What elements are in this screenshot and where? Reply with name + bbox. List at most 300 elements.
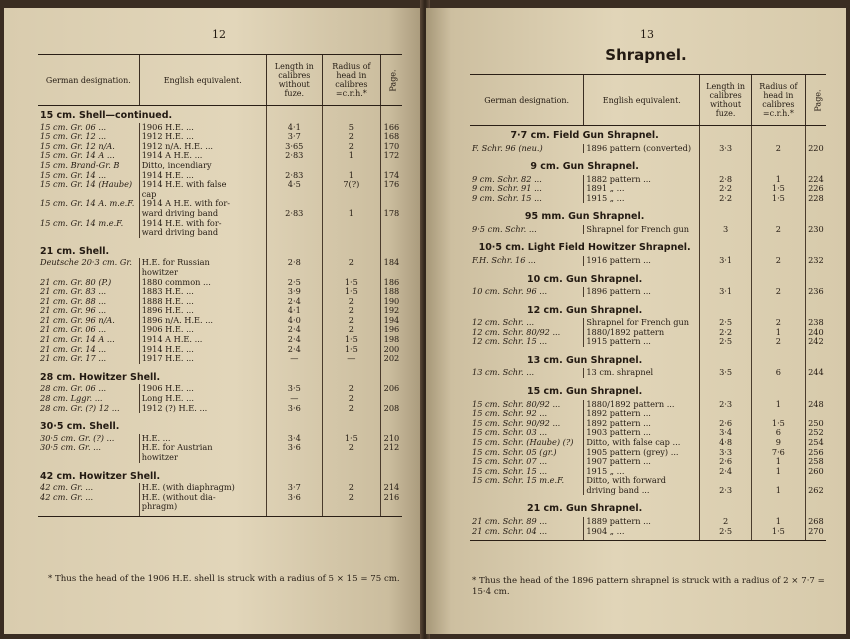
empty-cell (380, 238, 402, 259)
english-equivalent: 1906 H.E. ... (139, 123, 266, 133)
length-calibres (700, 409, 752, 419)
english-equivalent: 1914 A H.E. ... (139, 151, 266, 161)
english-equivalent: 1892 pattern ... (584, 419, 700, 429)
german-designation: 21 cm. Gr. 88 ... (40, 296, 107, 306)
length-calibres: 2·2 (700, 328, 752, 338)
radius-head: 2 (322, 258, 380, 268)
length-calibres: 4·1 (266, 306, 322, 316)
english-equivalent: 1912 (?) H.E. ... (139, 404, 266, 414)
german-designation: 15 cm. Gr. 06 ... (40, 122, 107, 132)
length-calibres: 4·8 (700, 438, 752, 448)
page-ref (380, 190, 402, 200)
table-row (38, 345, 402, 355)
table-row (38, 180, 402, 190)
german-designation (38, 502, 139, 516)
length-calibres: 3·4 (700, 428, 752, 438)
radius-head: 1 (751, 457, 805, 467)
table-row (38, 394, 402, 404)
table-row (38, 171, 402, 181)
german-designation: 9·5 cm. Schr. ... (472, 224, 537, 234)
radius-head: 2 (751, 144, 805, 154)
table-row (470, 457, 826, 467)
german-designation: 9 cm. Schr. 82 ... (472, 174, 542, 184)
table-row (38, 278, 402, 288)
table-row (470, 256, 826, 266)
section-heading-row (470, 203, 826, 225)
table-row (38, 142, 402, 152)
empty-cell (380, 364, 402, 385)
empty-cell (751, 378, 805, 400)
length-calibres (266, 502, 322, 516)
length-calibres (266, 268, 322, 278)
table-row (470, 419, 826, 429)
col-page-header (380, 55, 402, 106)
length-calibres: 2·6 (700, 419, 752, 429)
empty-cell (322, 238, 380, 259)
page-ref (380, 228, 402, 238)
section-heading-row (470, 266, 826, 288)
german-designation: 13 cm. Schr. ... (472, 368, 535, 378)
page-ref: 178 (380, 209, 402, 219)
table-row (470, 328, 826, 338)
english-equivalent: 1915 „ ... (584, 467, 700, 477)
page-ref: 190 (380, 297, 402, 307)
empty-cell (266, 413, 322, 434)
table-row (38, 190, 402, 200)
empty-cell (751, 203, 805, 225)
german-designation: 28 cm. Gr. 06 ... (40, 384, 107, 394)
page-ref: 268 (805, 517, 826, 527)
length-calibres (266, 453, 322, 463)
page-ref (380, 268, 402, 278)
english-equivalent: 1883 H.E. ... (139, 287, 266, 297)
table-row (38, 228, 402, 238)
german-designation: 9 cm. Schr. 15 ... (472, 193, 542, 203)
section-heading: 21 cm. Gun Shrapnel. (527, 503, 643, 515)
english-equivalent: howitzer (139, 453, 266, 463)
length-calibres: 3·7 (266, 132, 322, 142)
length-calibres: — (266, 354, 322, 364)
radius-head: 2 (322, 443, 380, 453)
page-ref: 232 (805, 256, 826, 266)
section-heading: 10·5 cm. Light Field Howitzer Shrapnel. (478, 242, 691, 254)
german-designation: 15 cm. Gr. 14 (Haube) (40, 180, 133, 190)
page-ref: 252 (805, 428, 826, 438)
german-designation: 15 cm. Schr. 03 ... (472, 428, 548, 438)
english-equivalent: 1880/1892 pattern (584, 328, 700, 338)
english-equivalent: 1915 pattern ... (584, 337, 700, 347)
radius-head: 1 (751, 517, 805, 527)
page-ref: 230 (805, 225, 826, 235)
page-ref: 238 (805, 318, 826, 328)
page-ref: 260 (805, 467, 826, 477)
empty-cell (751, 495, 805, 517)
german-designation: 12 cm. Schr. 15 ... (472, 337, 548, 347)
section-heading-row (470, 378, 826, 400)
empty-cell (700, 234, 752, 256)
shell-table (38, 54, 402, 517)
page-ref: 174 (380, 171, 402, 181)
radius-head: 7·6 (751, 448, 805, 458)
radius-head: 1 (751, 467, 805, 477)
radius-head: 7(?) (322, 180, 380, 190)
german-designation (470, 486, 584, 496)
radius-head (751, 409, 805, 419)
german-designation: Deutsche 20·3 cm. Gr. (40, 258, 133, 268)
section-heading-row (470, 153, 826, 175)
section-heading-row (38, 364, 402, 385)
section-heading: 42 cm. Howitzer Shell. (40, 470, 161, 482)
right-page (426, 8, 846, 634)
english-equivalent: howitzer (139, 268, 266, 278)
radius-head: 6 (751, 368, 805, 378)
page-ref: 244 (805, 368, 826, 378)
table-row (38, 287, 402, 297)
english-equivalent: 1906 H.E. ... (139, 325, 266, 335)
section-heading: 9 cm. Gun Shrapnel. (530, 161, 639, 173)
length-calibres: 3·7 (266, 483, 322, 493)
german-designation: 42 cm. Gr. ... (40, 492, 94, 502)
table-row (470, 225, 826, 235)
german-designation: 15 cm. Brand-Gr. B (40, 160, 120, 170)
radius-head (751, 476, 805, 486)
col-page-label: Page. (813, 88, 823, 112)
page-ref: 240 (805, 328, 826, 338)
section-heading-row (38, 106, 402, 123)
length-calibres: 4·0 (266, 316, 322, 326)
length-calibres: 3·9 (266, 287, 322, 297)
page-ref: 212 (380, 443, 402, 453)
col-german-header: German designation. (470, 75, 584, 126)
section-heading-row (470, 126, 826, 144)
german-designation: 42 cm. Gr. ... (40, 483, 94, 493)
radius-head: 2 (322, 483, 380, 493)
page-ref: 192 (380, 306, 402, 316)
radius-head: 1·5 (322, 345, 380, 355)
length-calibres: 2·83 (266, 171, 322, 181)
german-designation: 28 cm. Gr. (?) 12 ... (40, 403, 120, 413)
radius-head: 2 (322, 384, 380, 394)
page-ref: 220 (805, 144, 826, 154)
english-equivalent: driving band ... (584, 486, 700, 496)
page-ref: 168 (380, 132, 402, 142)
english-equivalent: 1906 H.E. ... (139, 384, 266, 394)
radius-head: 2 (751, 318, 805, 328)
col-english-header: English equivalent. (584, 75, 700, 126)
radius-head: 2 (322, 132, 380, 142)
german-designation: 21 cm. Gr. 14 ... (40, 344, 107, 354)
radius-head: 1·5 (751, 184, 805, 194)
radius-head (322, 502, 380, 516)
length-calibres: 2·4 (266, 325, 322, 335)
shrapnel-table (470, 74, 826, 541)
english-equivalent: 1896 pattern ... (584, 287, 700, 297)
length-calibres: 3 (700, 225, 752, 235)
length-calibres: 2·83 (266, 209, 322, 219)
german-designation: F. Schr. 96 (neu.) (472, 143, 543, 153)
table-row (38, 132, 402, 142)
empty-cell (700, 203, 752, 225)
radius-head: 1 (751, 328, 805, 338)
page-ref: 250 (805, 419, 826, 429)
empty-cell (266, 238, 322, 259)
table-row (470, 175, 826, 185)
table-row (470, 448, 826, 458)
empty-cell (805, 203, 826, 225)
german-designation: 12 cm. Schr. ... (472, 318, 535, 328)
german-designation: 15 cm. Schr. 92 ... (472, 409, 548, 419)
empty-cell (751, 126, 805, 144)
footnote: * Thus the head of the 1896 pattern shrapnel is struck with a radius of 2 × 7·7 = 15·4 cm. (472, 576, 825, 597)
length-calibres: 3·65 (266, 142, 322, 152)
page-ref: 166 (380, 123, 402, 133)
empty-cell (700, 347, 752, 369)
section-heading: 15 cm. Gun Shrapnel. (527, 386, 643, 398)
english-equivalent: H.E. (without dia- (139, 493, 266, 503)
radius-head: 1·5 (751, 419, 805, 429)
english-equivalent: 1914 A H.E. ... (139, 335, 266, 345)
empty-cell (700, 495, 752, 517)
col-length-header: Length in calibres without fuze. (266, 55, 322, 106)
german-designation: 15 cm. Schr. 90/92 ... (472, 418, 561, 428)
english-equivalent: phragm) (139, 502, 266, 516)
page-ref (380, 199, 402, 209)
empty-cell (805, 495, 826, 517)
english-equivalent: 1889 pattern ... (584, 517, 700, 527)
page-ref: 172 (380, 151, 402, 161)
length-calibres (266, 161, 322, 171)
section-heading: 30·5 cm. Shell. (40, 421, 120, 433)
table-row (38, 453, 402, 463)
section-heading-row (470, 297, 826, 319)
page-ref: 176 (380, 180, 402, 190)
radius-head: 1·5 (322, 278, 380, 288)
section-heading: 15 cm. Shell—continued. (40, 110, 173, 121)
empty-cell (805, 297, 826, 319)
english-equivalent: H.E. for Austrian (139, 443, 266, 453)
empty-cell (322, 106, 380, 123)
length-calibres: 3·5 (266, 384, 322, 394)
length-calibres: 3·4 (266, 434, 322, 444)
table-header-row (470, 75, 826, 126)
page-ref (805, 476, 826, 486)
page-ref (380, 161, 402, 171)
german-designation: 9 cm. Schr. 91 ... (472, 184, 542, 194)
radius-head: 2 (322, 404, 380, 414)
table-row (470, 527, 826, 541)
german-designation: 15 cm. Schr. 15 ... (472, 466, 548, 476)
radius-head (322, 190, 380, 200)
radius-head (322, 219, 380, 229)
radius-head: 2 (322, 394, 380, 404)
radius-head: 1·5 (751, 527, 805, 541)
page-ref: 202 (380, 354, 402, 364)
german-designation: 15 cm. Gr. 12 n/A. (40, 141, 115, 151)
page-ref: 270 (805, 527, 826, 541)
empty-cell (700, 266, 752, 288)
page-ref: 224 (805, 175, 826, 185)
page-title: Shrapnel. (605, 46, 687, 64)
german-designation: 12 cm. Schr. 80/92 ... (472, 327, 561, 337)
english-equivalent: 1896 pattern (converted) (584, 144, 700, 154)
radius-head: 1 (322, 171, 380, 181)
german-designation: 15 cm. Gr. 14 A ... (40, 151, 115, 161)
english-equivalent: 1903 pattern ... (584, 428, 700, 438)
table-row (38, 502, 402, 516)
german-designation: 28 cm. Lggr. ... (40, 394, 103, 404)
col-page-label: Page. (388, 68, 398, 92)
length-calibres: 2·5 (700, 318, 752, 328)
table-row (470, 409, 826, 419)
length-calibres: 4·5 (266, 180, 322, 190)
table-row (38, 151, 402, 161)
english-equivalent: 1905 pattern (grey) ... (584, 448, 700, 458)
empty-cell (380, 106, 402, 123)
length-calibres: 2·3 (700, 400, 752, 410)
english-equivalent: 1912 H.E. ... (139, 132, 266, 142)
col-radius-header: Radius of head in calibres =c.r.h.* (751, 75, 805, 126)
length-calibres: 2·4 (266, 297, 322, 307)
english-equivalent: 1914 A H.E. with for- (139, 199, 266, 209)
length-calibres: 3·5 (700, 368, 752, 378)
length-calibres: 4·1 (266, 123, 322, 133)
length-calibres: 2·3 (700, 486, 752, 496)
german-designation: 15 cm. Schr. (Haube) (?) (472, 437, 574, 447)
length-calibres: 2·5 (700, 337, 752, 347)
page-ref: 236 (805, 287, 826, 297)
german-designation: 21 cm. Gr. 14 A ... (40, 335, 115, 345)
table-row (470, 318, 826, 328)
page-ref (805, 409, 826, 419)
table-row (38, 161, 402, 171)
empty-cell (805, 126, 826, 144)
length-calibres (266, 199, 322, 209)
empty-cell (266, 364, 322, 385)
empty-cell (751, 266, 805, 288)
page-ref (380, 502, 402, 516)
radius-head: 2 (751, 225, 805, 235)
german-designation: 10 cm. Schr. 96 ... (472, 287, 548, 297)
table-row (38, 123, 402, 133)
section-heading: 13 cm. Gun Shrapnel. (527, 354, 643, 366)
german-designation (38, 228, 139, 238)
english-equivalent: 1896 H.E. ... (139, 306, 266, 316)
table-row (470, 517, 826, 527)
empty-cell (380, 413, 402, 434)
german-designation: 21 cm. Schr. 04 ... (470, 527, 584, 541)
english-equivalent: 1914 H.E. ... (139, 345, 266, 355)
english-equivalent: ward driving band (139, 209, 266, 219)
german-designation: 21 cm. Gr. 96 n/A. (40, 315, 115, 325)
table-row (38, 316, 402, 326)
length-calibres: 3·6 (266, 404, 322, 414)
german-designation: 15 cm. Gr. 14 ... (40, 170, 107, 180)
page-ref: 262 (805, 486, 826, 496)
table-row (38, 404, 402, 414)
english-equivalent: 1912 n/A. H.E. ... (139, 142, 266, 152)
length-calibres: 3·6 (266, 443, 322, 453)
page-ref: 256 (805, 448, 826, 458)
table-row (38, 306, 402, 316)
english-equivalent: H.E. ... (139, 434, 266, 444)
english-equivalent: 1914 H.E. with for- (139, 219, 266, 229)
table-row (38, 219, 402, 229)
section-heading-row (470, 495, 826, 517)
empty-cell (751, 234, 805, 256)
section-heading-row (38, 238, 402, 259)
english-equivalent: 13 cm. shrapnel (584, 368, 700, 378)
english-equivalent: 1914 H.E. with false (139, 180, 266, 190)
page-ref: 198 (380, 335, 402, 345)
length-calibres: 2·83 (266, 151, 322, 161)
table-header-row (38, 55, 402, 106)
page-number: 12 (212, 28, 226, 41)
length-calibres (266, 219, 322, 229)
radius-head: 1·5 (751, 194, 805, 204)
length-calibres: 2·4 (700, 467, 752, 477)
page-ref: 248 (805, 400, 826, 410)
page-ref: 196 (380, 325, 402, 335)
german-designation (38, 268, 139, 278)
length-calibres: 3·6 (266, 493, 322, 503)
length-calibres: 3·3 (700, 144, 752, 154)
radius-head: 2 (751, 337, 805, 347)
english-equivalent: 1904 „ ... (584, 527, 700, 541)
empty-cell (380, 463, 402, 484)
radius-head: 5 (322, 123, 380, 133)
empty-cell (700, 297, 752, 319)
radius-head: 2 (751, 287, 805, 297)
section-heading: 7·7 cm. Field Gun Shrapnel. (510, 130, 659, 141)
english-equivalent: 1907 pattern ... (584, 457, 700, 467)
section-heading-row (38, 463, 402, 484)
radius-head: 2 (322, 297, 380, 307)
radius-head (322, 228, 380, 238)
empty-cell (266, 106, 322, 123)
length-calibres: 2·5 (266, 278, 322, 288)
english-equivalent: 1916 pattern ... (584, 256, 700, 266)
english-equivalent: 1915 „ ... (584, 194, 700, 204)
english-equivalent: Ditto, incendiary (139, 161, 266, 171)
table-row (470, 337, 826, 347)
section-heading: 95 mm. Gun Shrapnel. (524, 211, 645, 223)
german-designation: 21 cm. Gr. 06 ... (40, 325, 107, 335)
table-row (470, 144, 826, 154)
length-calibres: — (266, 394, 322, 404)
table-row (38, 335, 402, 345)
col-radius-header: Radius of head in calibres =c.r.h.* (322, 55, 380, 106)
page-ref: 242 (805, 337, 826, 347)
radius-head: 2 (322, 493, 380, 503)
table-row (470, 476, 826, 486)
page-ref: 200 (380, 345, 402, 355)
radius-head: 2 (751, 256, 805, 266)
empty-cell (805, 378, 826, 400)
german-designation: F.H. Schr. 16 ... (472, 255, 536, 265)
length-calibres (700, 476, 752, 486)
page-ref: 258 (805, 457, 826, 467)
section-heading: 10 cm. Gun Shrapnel. (527, 273, 643, 285)
empty-cell (322, 364, 380, 385)
empty-cell (700, 153, 752, 175)
german-designation: 21 cm. Gr. 17 ... (40, 354, 107, 364)
section-heading: 21 cm. Shell. (40, 245, 110, 257)
empty-cell (322, 413, 380, 434)
radius-head (322, 161, 380, 171)
page-ref: 186 (380, 278, 402, 288)
english-equivalent: H.E. (with diaphragm) (139, 483, 266, 493)
page-ref: 226 (805, 184, 826, 194)
